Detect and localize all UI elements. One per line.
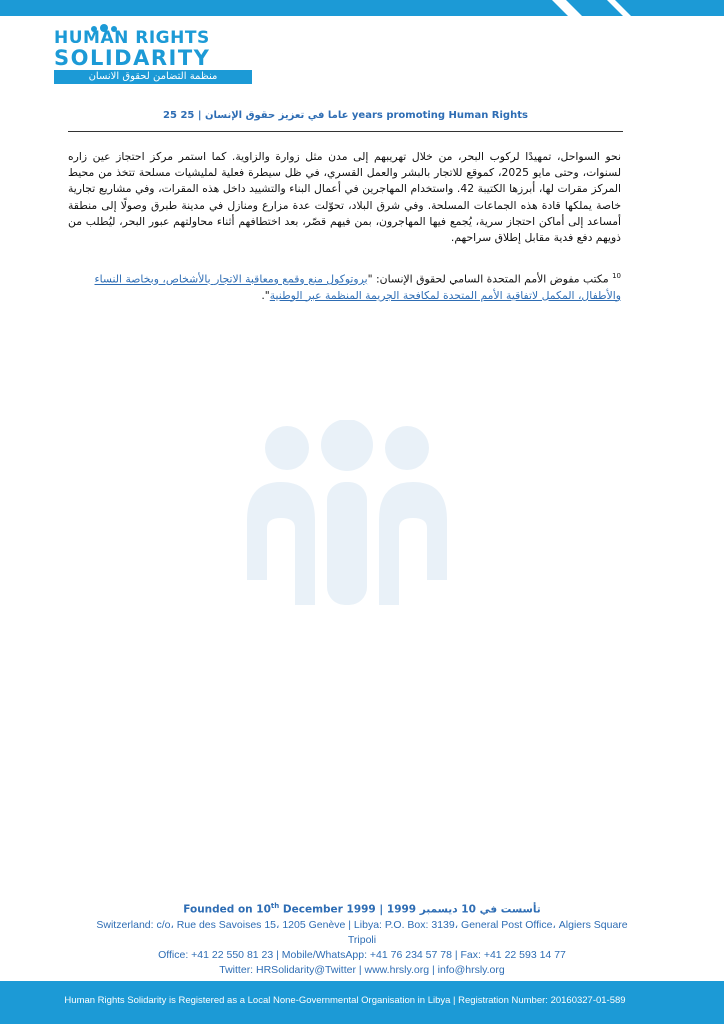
footnote-suffix: ". [261, 288, 270, 302]
organization-logo [54, 24, 254, 86]
bottom-color-band [0, 981, 724, 1024]
footer-founded-suffix: December 1999 | 1999 تأسست في 10 ديسمبر [279, 903, 541, 916]
footnote-link[interactable]: بروتوكول منع وقمع ومعاقبة الاتجار بالأشخاص، وبخاصة النساء والأطفال، المكمل لاتفاقية الأمم المتحدة لمكافحة الجريمة المنظمة عبر الوطنية [94, 272, 621, 302]
footer-web: Twitter: HRSolidarity@Twitter | www.hrsly.org | info@hrsly.org [219, 964, 505, 976]
header-divider [68, 131, 623, 132]
logo-title-line2: SOLIDARITY [54, 46, 211, 70]
header-tagline: 25 عاما في تعزيز حقوق الإنسان | 25 years promoting Human Rights [163, 110, 528, 121]
logo-arabic-name: منظمة التضامن لحقوق الانسان [54, 70, 252, 84]
footnote-prefix: مكتب مفوض الأمم المتحدة السامي لحقوق الإنسان: " [367, 272, 609, 286]
footer-address: Switzerland: c/o، Rue des Savoises 15، 1205 Genève | Libya: P.O. Box: 3139، General Post Office، Algiers Square [96, 919, 628, 931]
footer-founded-sup: th [270, 902, 280, 910]
logo-watermark-icon [247, 420, 447, 605]
footnote-number: 10 [612, 272, 621, 280]
footer-founded-prefix: Founded on 10 [183, 903, 271, 916]
footnote [68, 268, 621, 304]
footer-contact: Office: +41 22 550 81 23 | Mobile/WhatsApp: +41 76 234 57 78 | Fax: +41 22 593 14 77 [158, 949, 566, 961]
registration-text: Human Rights Solidarity is Registered as a Local None-Governmental Organisation in Libya | Registration Number: 20160327-01-589 [64, 995, 626, 1006]
body-paragraph: نحو السواحل، تمهيدًا لركوب البحر، من خلال تهريبهم إلى مدن مثل زوارة والزاوية. كما استمر مركز احتجاز عين زاره لسنوات، وحتى مايو 2025، كموقع للاتجار بالبشر والعمل القسري، في ظل سيطرة فعلية لمليشيات مسلحة تتخذ من محيط المركز مقرات لها، أبرزها الكتيبة 42. واستخدام المهاجرين في أعمال البناء والتشييد داخل هذه المقرات، وفي مشاريع تجارية خاصة يملكها قادة هذه الجماعات المسلحة. وفي شرق البلاد، تحوّلت عدة مزارع ومنازل في مدينة طبرق وصولًا إلى منطقة أمساعد إلى أماكن احتجاز سرية، يُجمع فيها المهاجرون، بمن فيهم قصّر، بعد اختطافهم أثناء محاولتهم عبور البحر، ليُطلب من ذويهم دفع فدية مقابل إطلاق سراحهم. [68, 150, 621, 245]
footer-founded [0, 902, 724, 916]
logo-title-line1: HUMAN RIGHTS [54, 28, 210, 48]
footer-city: Tripoli [347, 934, 377, 946]
